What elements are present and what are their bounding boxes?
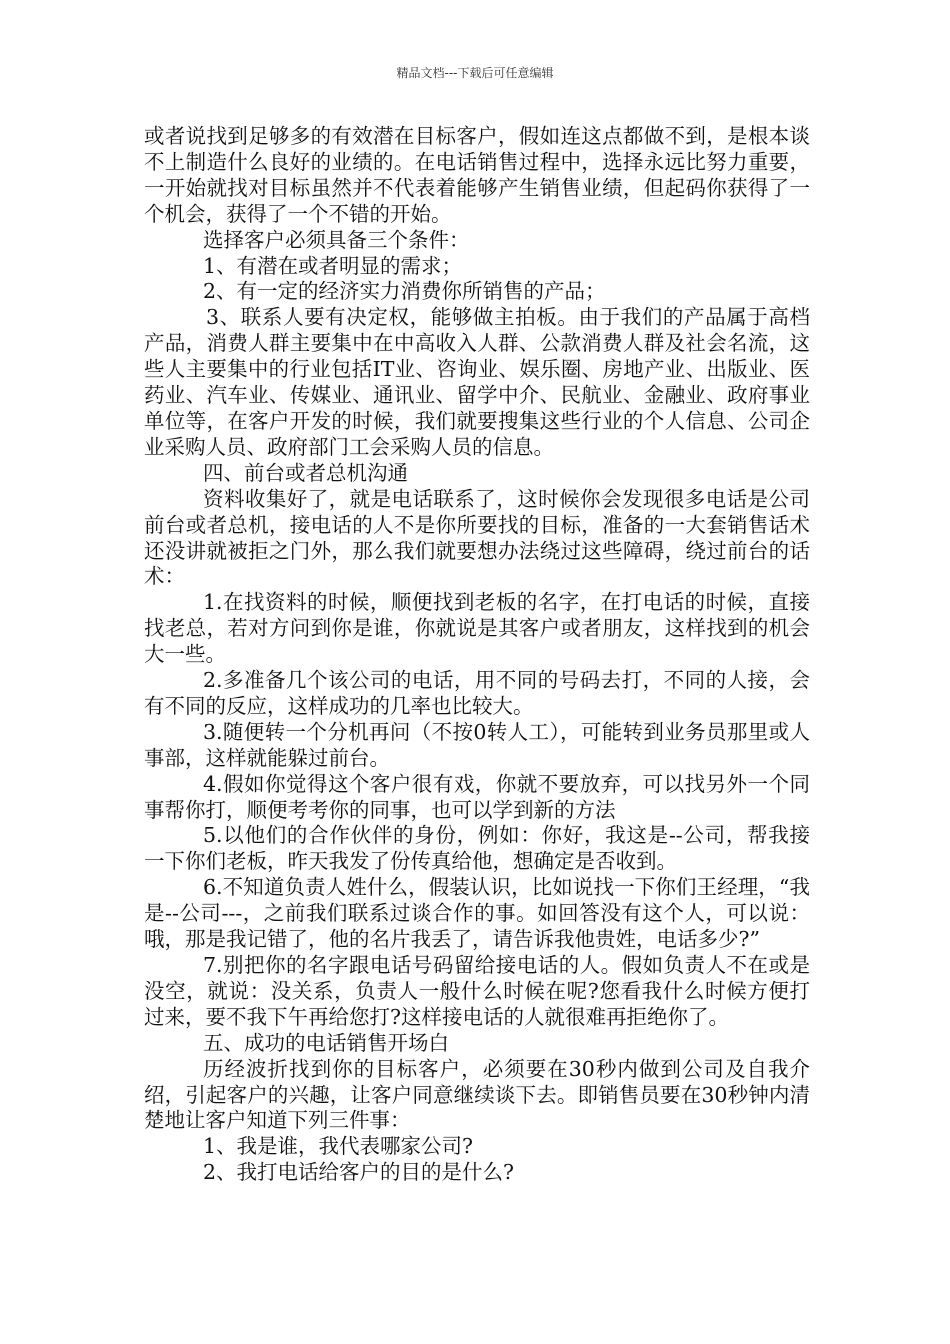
paragraph-opening-intro: 历经波折找到你的目标客户，必须要在30秒内做到公司及自我介绍，引起客户的兴趣，让客户同意继续谈下去。即销售员要在30秒钟内清楚地让客户知道下列三件事： bbox=[144, 1056, 810, 1133]
paragraph-tip-4: 4.假如你觉得这个客户很有戏，你就不要放弃，可以找另外一个同事帮你打，顺便考考你的同事，也可以学到新的方法 bbox=[144, 771, 810, 822]
paragraph-tip-1: 1.在找资料的时候，顺便找到老板的名字，在打电话的时候，直接找老总，若对方问到你是谁，你就说是其客户或者朋友，这样找到的机会大一些。 bbox=[144, 590, 810, 667]
paragraph-opening-2: 2、我打电话给客户的目的是什么? bbox=[203, 1160, 515, 1185]
section-heading-4: 四、前台或者总机沟通 bbox=[203, 460, 408, 485]
paragraph-tip-5: 5.以他们的合作伙伴的身份，例如：你好，我这是--公司，帮我接一下你们老板，昨天我发了份传真给他，想确定是否收到。 bbox=[144, 823, 810, 874]
paragraph-tip-3: 3.随便转一个分机再问（不按0转人工），可能转到业务员那里或人事部，这样就能躲过前台。 bbox=[144, 719, 810, 770]
paragraph-conditions-heading: 选择客户必须具备三个条件： bbox=[203, 227, 470, 252]
paragraph-condition-2: 2、有一定的经济实力消费你所销售的产品； bbox=[203, 279, 606, 304]
paragraph-condition-1: 1、有潜在或者明显的需求； bbox=[203, 253, 463, 278]
section-heading-5: 五、成功的电话销售开场白 bbox=[203, 1030, 449, 1055]
paragraph-condition-3: 3、联系人要有决定权，能够做主拍板。由于我们的产品属于高档产品，消费人群主要集中在中高收入人群、公款消费人群及社会名流，这些人主要集中的行业包括IT业、咨询业、娱乐圈、房地产业、出版业、医药业、汽车业、传媒业、通讯业、留学中介、民航业、金融业、政府事业单位等，在客户开发的时候，我们就要搜集这些行业的个人信息、公司企业采购人员、政府部门工会采购人员的信息。 bbox=[144, 305, 810, 459]
paragraph-tip-2: 2.多准备几个该公司的电话，用不同的号码去打，不同的人接，会有不同的反应，这样成功的几率也比较大。 bbox=[144, 668, 810, 718]
paragraph-intro: 或者说找到足够多的有效潜在目标客户，假如连这点都做不到，是根本谈不上制造什么良好的业绩的。在电话销售过程中，选择永远比努力重要，一开始就找对目标虽然并不代表着能够产生销售业绩，但起码你获得了一个机会，获得了一个不错的开始。 bbox=[144, 124, 810, 226]
paragraph-reception-intro: 资料收集好了，就是电话联系了，这时候你会发现很多电话是公司前台或者总机，接电话的人不是你所要找的目标，准备的一大套销售话术还没讲就被拒之门外，那么我们就要想办法绕过这些障碍，绕过前台的话术： bbox=[144, 486, 810, 589]
paragraph-tip-7: 7.别把你的名字跟电话号码留给接电话的人。假如负责人不在或是没空，就说：没关系，负责人一般什么时候在呢?您看我什么时候方便打过来，要不我下午再给您打?这样接电话的人就很难再拒绝你了。 bbox=[144, 953, 810, 1029]
paragraph-tip-6: 6.不知道负责人姓什么，假装认识，比如说找一下你们王经理，“我是--公司---，之前我们联系过谈合作的事。如回答没有这个人，可以说：哦，那是我记错了，他的名片我丢了，请告诉我他贵姓，电话多少?” bbox=[144, 875, 810, 952]
document-body bbox=[144, 124, 810, 1186]
paragraph-opening-1: 1、我是谁，我代表哪家公司? bbox=[203, 1134, 474, 1159]
page-header: 精品文档---下载后可任意编辑 bbox=[396, 66, 554, 80]
